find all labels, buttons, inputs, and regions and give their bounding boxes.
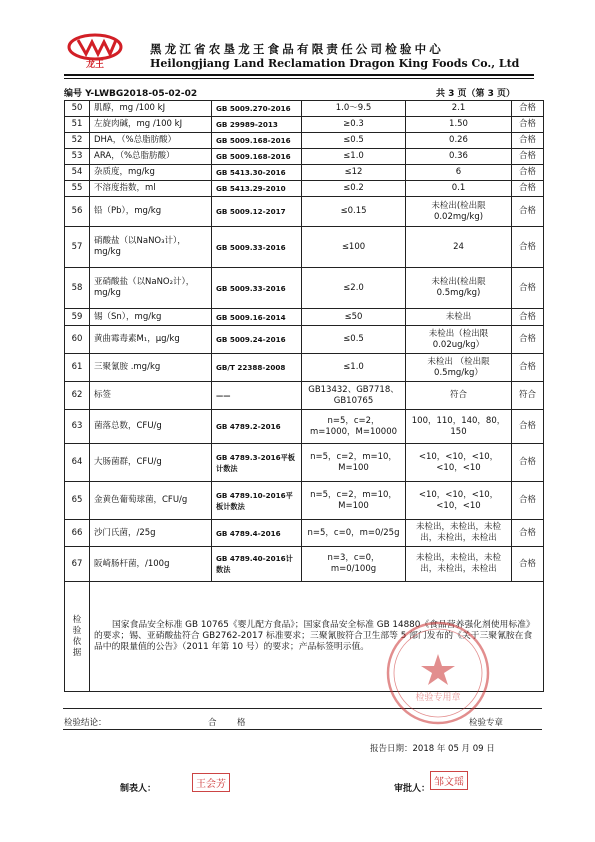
test-standard: GB 5009.24-2016 — [212, 326, 302, 354]
test-standard: GB 5009.33-2016 — [212, 227, 302, 268]
item-name: 硝酸盐（以NaNO₃计），mg/kg — [90, 227, 212, 268]
row-number: 67 — [65, 547, 90, 582]
result: 未检出（检出限 0.02ug/kg） — [406, 326, 512, 354]
requirement: n=5，c=2，m=10，M=100 — [302, 444, 406, 482]
item-name: 左旋肉碱，mg /100 kJ — [90, 117, 212, 133]
row-number: 65 — [65, 482, 90, 520]
test-standard: GB 5009.33-2016 — [212, 268, 302, 309]
test-standard: GB 29989-2013 — [212, 117, 302, 133]
requirement: ≤50 — [302, 309, 406, 326]
requirement: ≤12 — [302, 165, 406, 181]
header-rule-thin — [64, 78, 534, 79]
item-name: 阪崎肠杆菌，/100g — [90, 547, 212, 582]
item-name: 锡（Sn），mg/kg — [90, 309, 212, 326]
result: 0.1 — [406, 181, 512, 197]
table-row — [65, 547, 544, 582]
seal-label: 检验专章 — [469, 718, 504, 728]
verdict: 合格 — [512, 197, 544, 227]
requirement: ≥0.3 — [302, 117, 406, 133]
item-name: 沙门氏菌，/25g — [90, 520, 212, 547]
page-indicator: 共 3 页（第 3 页） — [435, 89, 515, 99]
requirement: ≤100 — [302, 227, 406, 268]
requirement: n=3，c=0，m=0/100g — [302, 547, 406, 582]
table-row — [65, 268, 544, 309]
verdict: 合格 — [512, 326, 544, 354]
conclusion-label: 检验结论： — [64, 718, 107, 728]
table-row — [65, 482, 544, 520]
inspection-rows — [65, 101, 544, 582]
result: 未检出，未检出，未检出，未检出，未检出 — [406, 520, 512, 547]
company-name-en: Heilongjiang Land Reclamation Dragon King Foods Co., Ltd — [150, 57, 520, 70]
approver-signature: 邹文瑶 — [430, 771, 468, 790]
table-row — [65, 520, 544, 547]
item-name: 标签 — [90, 382, 212, 410]
svg-text:检验专用章: 检验专用章 — [415, 693, 461, 703]
table-row — [65, 309, 544, 326]
row-number: 63 — [65, 410, 90, 444]
basis-label-char: 依 — [72, 636, 82, 647]
verdict: 合格 — [512, 101, 544, 117]
verdict: 合格 — [512, 117, 544, 133]
requirement: ≤2.0 — [302, 268, 406, 309]
row-number: 52 — [65, 133, 90, 149]
result: 24 — [406, 227, 512, 268]
test-standard: GB 5009.270-2016 — [212, 101, 302, 117]
test-standard: GB 5009.12-2017 — [212, 197, 302, 227]
verdict: 合格 — [512, 309, 544, 326]
svg-text:龙王: 龙王 — [85, 60, 105, 70]
item-name: 菌落总数，CFU/g — [90, 410, 212, 444]
row-number: 66 — [65, 520, 90, 547]
verdict: 合格 — [512, 482, 544, 520]
item-name: 肌醇，mg /100 kJ — [90, 101, 212, 117]
table-row — [65, 133, 544, 149]
verdict: 合格 — [512, 149, 544, 165]
row-number: 58 — [65, 268, 90, 309]
report-number: 编号 Y-LWBG2018-05-02-02 — [64, 89, 198, 99]
verdict: 合格 — [512, 181, 544, 197]
letterhead — [62, 22, 562, 76]
item-name: 铅（Pb），mg/kg — [90, 197, 212, 227]
item-name: ARA，（%总脂肪酸） — [90, 149, 212, 165]
result: 未检出(检出限 0.02mg/kg) — [406, 197, 512, 227]
table-row — [65, 444, 544, 482]
preparer-signature: 王会芳 — [192, 773, 230, 792]
test-standard: GB 5413.29-2010 — [212, 181, 302, 197]
verdict: 合格 — [512, 165, 544, 181]
requirement: ≤1.0 — [302, 149, 406, 165]
test-standard: GB 4789.40-2016计数法 — [212, 547, 302, 582]
row-number: 59 — [65, 309, 90, 326]
table-row — [65, 227, 544, 268]
test-standard: GB 4789.2-2016 — [212, 410, 302, 444]
verdict: 符合 — [512, 382, 544, 410]
conclusion-rule — [63, 729, 542, 730]
item-name: DHA，（%总脂肪酸） — [90, 133, 212, 149]
test-standard: GB 4789.4-2016 — [212, 520, 302, 547]
basis-label-char: 据 — [72, 647, 82, 658]
table-row — [65, 326, 544, 354]
test-standard: GB 5009.168-2016 — [212, 133, 302, 149]
item-name: 亚硝酸盐（以NaNO₂计），mg/kg — [90, 268, 212, 309]
result: 未检出(检出限 0.5mg/kg) — [406, 268, 512, 309]
basis-label-char: 验 — [72, 625, 82, 636]
row-number: 55 — [65, 181, 90, 197]
result: 6 — [406, 165, 512, 181]
table-row — [65, 181, 544, 197]
row-number: 54 — [65, 165, 90, 181]
table-row — [65, 101, 544, 117]
result: 100，110，140，80，150 — [406, 410, 512, 444]
row-number: 51 — [65, 117, 90, 133]
company-logo-icon — [66, 32, 132, 70]
header-rule — [64, 74, 534, 76]
test-standard: GB 5009.16-2014 — [212, 309, 302, 326]
verdict: 合格 — [512, 354, 544, 382]
requirement: ≤0.15 — [302, 197, 406, 227]
table-row — [65, 197, 544, 227]
basis-label — [65, 582, 90, 692]
test-standard: GB 4789.3-2016平板计数法 — [212, 444, 302, 482]
row-number: 60 — [65, 326, 90, 354]
verdict: 合格 — [512, 444, 544, 482]
row-number: 57 — [65, 227, 90, 268]
table-row — [65, 382, 544, 410]
test-standard: GB 5413.30-2016 — [212, 165, 302, 181]
verdict: 合格 — [512, 520, 544, 547]
basis-text: 国家食品安全标准 GB 10765《婴儿配方食品》；国家食品安全标准 GB 14880《食品营养强化剂使用标准》的要求；锡、亚硝酸盐符合 GB2762-2017 标准要求；三聚氰胺符合卫生部等 5 部门发布的《关于三聚氰胺在食品中的限量值的公告》（2011 年第 10 号）的要求；产品标签明示值。 — [90, 582, 544, 692]
row-number: 56 — [65, 197, 90, 227]
test-standard: —— — [212, 382, 302, 410]
verdict: 合格 — [512, 410, 544, 444]
basis-label-char: 检 — [72, 614, 82, 625]
test-standard: GB 4789.10-2016平板计数法 — [212, 482, 302, 520]
requirement: ≤0.5 — [302, 133, 406, 149]
result: 0.36 — [406, 149, 512, 165]
row-number: 62 — [65, 382, 90, 410]
verdict: 合格 — [512, 268, 544, 309]
result: 符合 — [406, 382, 512, 410]
report-date: 报告日期：2018 年 05 月 09 日 — [370, 744, 495, 754]
requirement: n=5，c=2，m=1000，M=10000 — [302, 410, 406, 444]
requirement: GB13432、GB7718、GB10765 — [302, 382, 406, 410]
approver-label: 审批人： — [394, 784, 431, 794]
requirement: ≤1.0 — [302, 354, 406, 382]
verdict: 合格 — [512, 547, 544, 582]
result: 2.1 — [406, 101, 512, 117]
requirement: 1.0～9.5 — [302, 101, 406, 117]
item-name: 杂质度，mg/kg — [90, 165, 212, 181]
inspection-seal-icon — [383, 618, 493, 728]
result: <10，<10，<10，<10，<10 — [406, 482, 512, 520]
result: 1.50 — [406, 117, 512, 133]
row-number: 64 — [65, 444, 90, 482]
row-number: 50 — [65, 101, 90, 117]
inspection-table — [64, 100, 544, 692]
table-row — [65, 410, 544, 444]
result: 0.26 — [406, 133, 512, 149]
table-row — [65, 354, 544, 382]
test-standard: GB/T 22388-2008 — [212, 354, 302, 382]
item-name: 不溶度指数，ml — [90, 181, 212, 197]
result: 未检出 — [406, 309, 512, 326]
test-standard: GB 5009.168-2016 — [212, 149, 302, 165]
conclusion-value: 合 格 — [208, 718, 252, 728]
item-name: 金黄色葡萄球菌，CFU/g — [90, 482, 212, 520]
item-name: 黄曲霉毒素M₁，μg/kg — [90, 326, 212, 354]
row-number: 61 — [65, 354, 90, 382]
table-row — [65, 117, 544, 133]
item-name: 三聚氰胺 .mg/kg — [90, 354, 212, 382]
requirement: ≤0.2 — [302, 181, 406, 197]
requirement: n=5，c=0，m=0/25g — [302, 520, 406, 547]
table-row — [65, 149, 544, 165]
result: <10，<10，<10，<10，<10 — [406, 444, 512, 482]
item-name: 大肠菌群，CFU/g — [90, 444, 212, 482]
table-row — [65, 165, 544, 181]
preparer-label: 制表人： — [120, 784, 157, 794]
result: 未检出 （检出限 0.5mg/kg） — [406, 354, 512, 382]
company-name-cn: 黑龙江省农垦龙王食品有限责任公司检验中心 — [150, 42, 444, 56]
verdict: 合格 — [512, 227, 544, 268]
result: 未检出，未检出，未检出，未检出，未检出 — [406, 547, 512, 582]
requirement: ≤0.5 — [302, 326, 406, 354]
requirement: n=5，c=2，m=10，M=100 — [302, 482, 406, 520]
row-number: 53 — [65, 149, 90, 165]
verdict: 合格 — [512, 133, 544, 149]
